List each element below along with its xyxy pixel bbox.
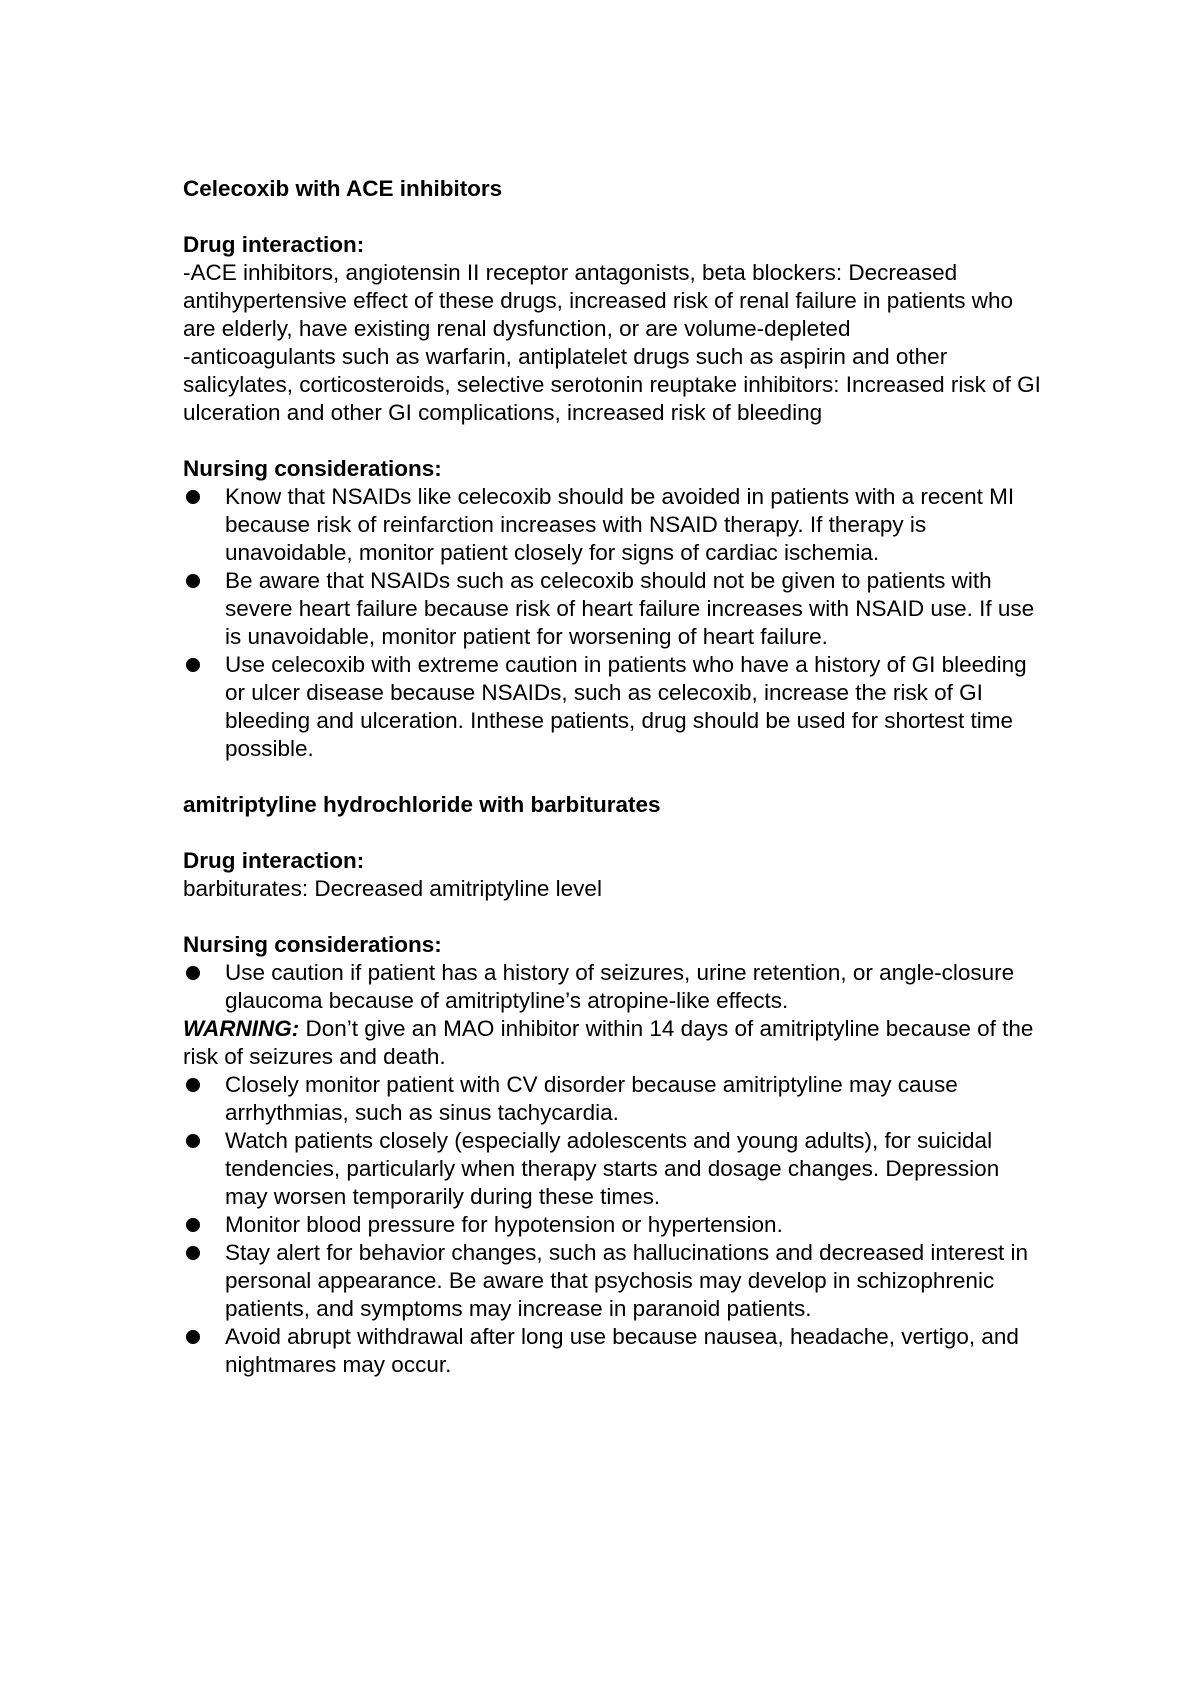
list-item bbox=[183, 567, 1043, 651]
section-title-celecoxib: Celecoxib with ACE inhibitors bbox=[183, 176, 503, 201]
spacer bbox=[183, 819, 1043, 847]
bullet-icon bbox=[186, 1218, 200, 1232]
list-item-text: Stay alert for behavior changes, such as hallucinations and decreased interest in personal appearance. Be aware that psychosis may develop in schizophrenic patients, and symptoms may increase in paranoid patients. bbox=[225, 1240, 1028, 1321]
interaction-text: -anticoagulants such as warfarin, antiplatelet drugs such as aspirin and other salicylates, corticosteroids, selective serotonin reuptake inhibitors: Increased risk of GI ulceration and other GI complications, increased risk of bleeding bbox=[183, 344, 1041, 425]
bullet-icon bbox=[186, 1134, 200, 1148]
nursing-considerations-heading: Nursing considerations: bbox=[183, 456, 442, 481]
interaction-text: -ACE inhibitors, angiotensin II receptor antagonists, beta blockers: Decreased antihypertensive effect of these drugs, increased risk of renal failure in patients who are elderly, have existing renal dysfunction, or are volume-depleted bbox=[183, 260, 1014, 341]
list-item bbox=[183, 1239, 1043, 1323]
bullet-icon bbox=[186, 658, 200, 672]
warning-label: WARNING: bbox=[183, 1016, 300, 1041]
nursing-list bbox=[183, 483, 1043, 763]
list-item-text: Know that NSAIDs like celecoxib should be avoided in patients with a recent MI because risk of reinfarction increases with NSAID therapy. If therapy is unavoidable, monitor patient closely for signs of cardiac ischemia. bbox=[225, 484, 1015, 565]
bullet-icon bbox=[186, 574, 200, 588]
nursing-list bbox=[183, 959, 1043, 1015]
list-item bbox=[183, 651, 1043, 763]
list-item-text: Closely monitor patient with CV disorder because amitriptyline may cause arrhythmias, such as sinus tachycardia. bbox=[225, 1072, 958, 1125]
list-item bbox=[183, 1127, 1043, 1211]
spacer bbox=[183, 203, 1043, 231]
document-content bbox=[183, 175, 1043, 1379]
bullet-icon bbox=[186, 1246, 200, 1260]
drug-interaction-heading: Drug interaction: bbox=[183, 232, 365, 257]
spacer bbox=[183, 903, 1043, 931]
list-item-text: Watch patients closely (especially adolescents and young adults), for suicidal tendencies, particularly when therapy starts and dosage changes. Depression may worsen temporarily during these times. bbox=[225, 1128, 1000, 1209]
drug-interaction-heading: Drug interaction: bbox=[183, 848, 365, 873]
list-item-text: Avoid abrupt withdrawal after long use because nausea, headache, vertigo, and nightmares may occur. bbox=[225, 1324, 1019, 1377]
spacer bbox=[183, 427, 1043, 455]
list-item-text: Be aware that NSAIDs such as celecoxib should not be given to patients with severe heart failure because risk of heart failure increases with NSAID use. If use is unavoidable, monitor patient for worsening of heart failure. bbox=[225, 568, 1035, 649]
list-item-text: Use celecoxib with extreme caution in patients who have a history of GI bleeding or ulcer disease because NSAIDs, such as celecoxib, increase the risk of GI bleeding and ulceration. Inthese patients, drug should be used for shortest time possible. bbox=[225, 652, 1027, 761]
nursing-considerations-heading: Nursing considerations: bbox=[183, 932, 442, 957]
interaction-text: barbiturates: Decreased amitriptyline level bbox=[183, 876, 602, 901]
bullet-icon bbox=[186, 1330, 200, 1344]
bullet-icon bbox=[186, 490, 200, 504]
warning-paragraph bbox=[183, 1015, 1043, 1071]
warning-text: Don’t give an MAO inhibitor within 14 days of amitriptyline because of the risk of seizures and death. bbox=[183, 1016, 1034, 1069]
section-title-amitriptyline: amitriptyline hydrochloride with barbiturates bbox=[183, 792, 661, 817]
list-item bbox=[183, 483, 1043, 567]
bullet-icon bbox=[186, 966, 200, 980]
spacer bbox=[183, 763, 1043, 791]
nursing-list bbox=[183, 1071, 1043, 1379]
list-item-text: Monitor blood pressure for hypotension or hypertension. bbox=[225, 1212, 783, 1237]
list-item bbox=[183, 1071, 1043, 1127]
list-item-text: Use caution if patient has a history of seizures, urine retention, or angle-closure glaucoma because of amitriptyline’s atropine-like effects. bbox=[225, 960, 1015, 1013]
list-item bbox=[183, 1211, 1043, 1239]
bullet-icon bbox=[186, 1078, 200, 1092]
list-item bbox=[183, 959, 1043, 1015]
list-item bbox=[183, 1323, 1043, 1379]
